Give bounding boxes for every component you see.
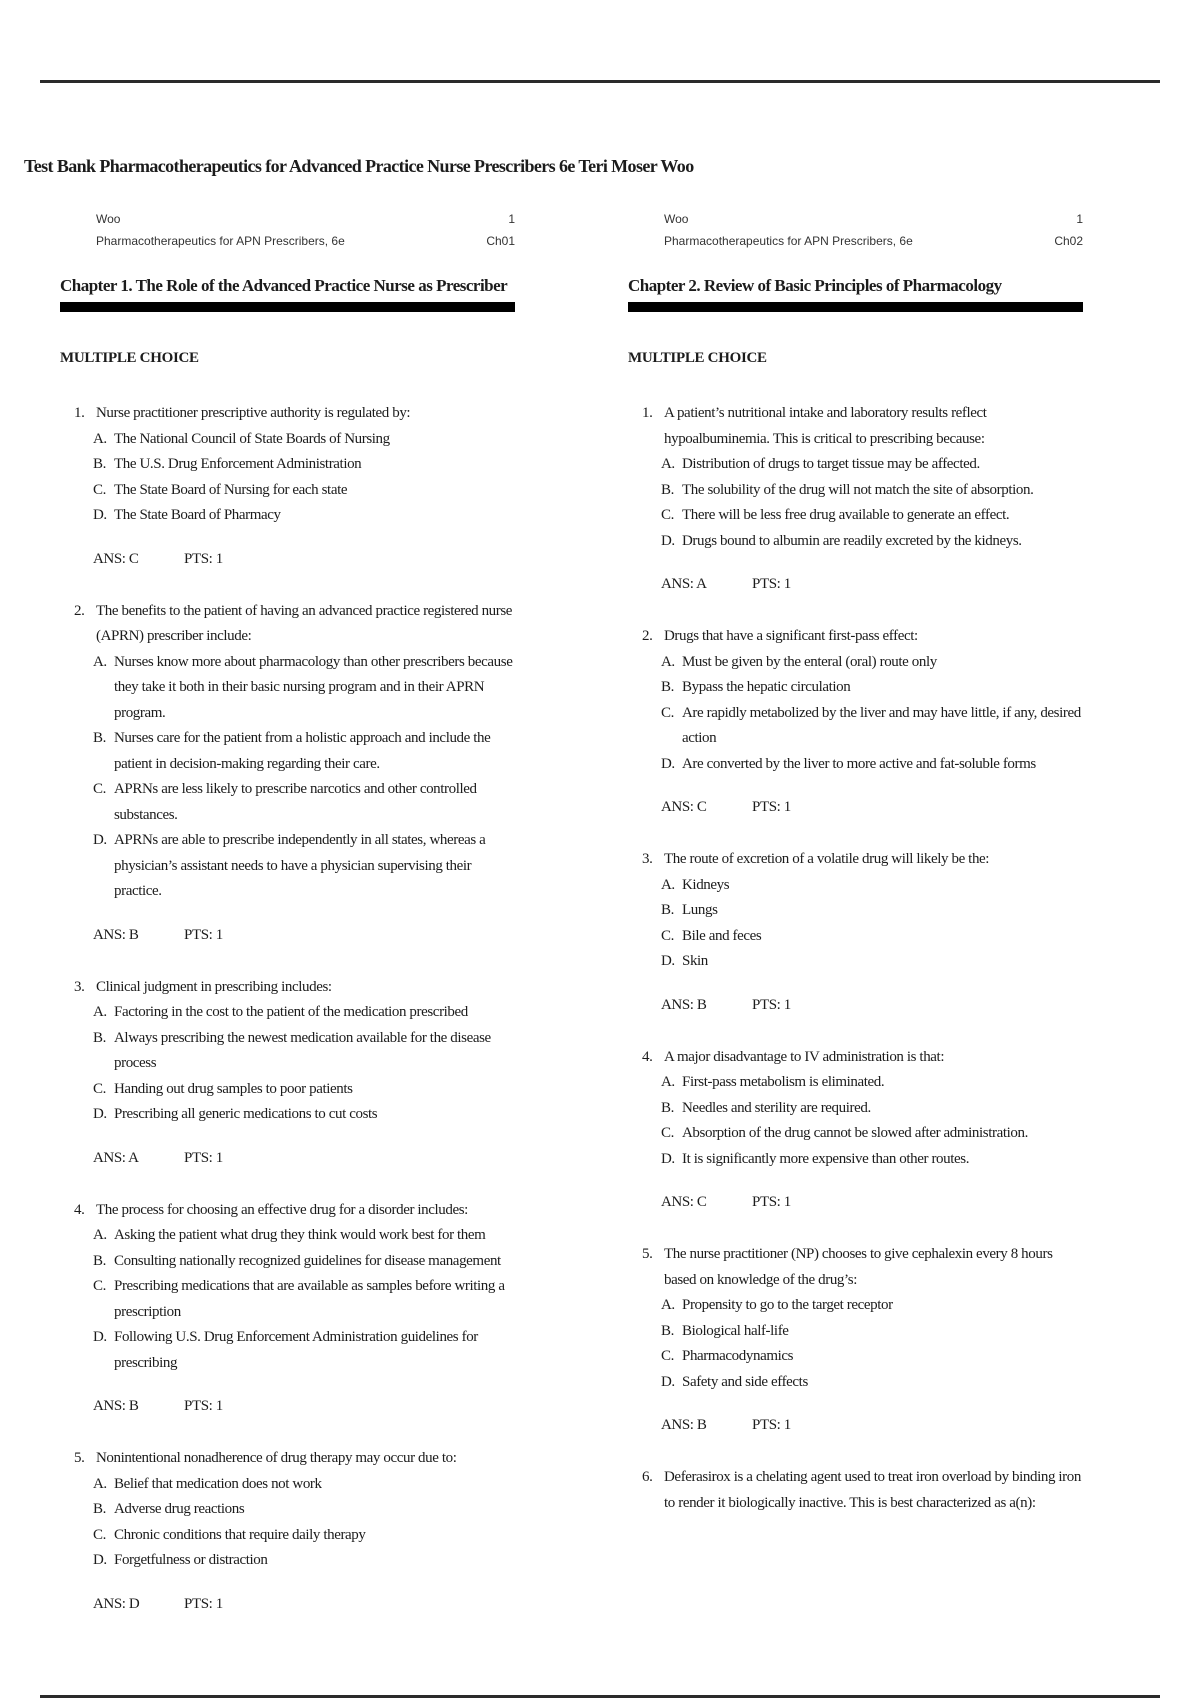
answer-option <box>628 1147 1083 1173</box>
option-text: Prescribing medications that are available as samples before writing a prescription <box>114 1278 505 1320</box>
option-text: Prescribing all generic medications to cut costs <box>114 1106 378 1122</box>
answer-option <box>628 478 1083 504</box>
answer-option <box>628 1070 1083 1096</box>
points-label: PTS: 1 <box>752 799 791 815</box>
option-text: Kidneys <box>682 876 730 893</box>
answer-key <box>628 993 1083 1019</box>
question-text: The benefits to the patient of having an advanced practice registered nurse (APRN) prescriber include: <box>96 602 513 644</box>
answer-option <box>60 503 515 529</box>
answer-option <box>60 1102 515 1128</box>
option-letter: B. <box>93 456 106 472</box>
option-letter: C. <box>661 927 674 944</box>
option-letter: D. <box>93 1329 107 1345</box>
option-text: Factoring in the cost to the patient of the medication prescribed <box>114 1004 468 1020</box>
points-label: PTS: 1 <box>184 1595 223 1612</box>
answer-key <box>628 1413 1083 1439</box>
answer-label: ANS: A <box>661 576 707 592</box>
answer-option <box>60 1472 515 1498</box>
option-letter: A. <box>661 1074 675 1090</box>
option-text: Consulting nationally recognized guidelines for disease management <box>114 1252 501 1269</box>
answer-option <box>60 777 515 828</box>
option-letter: D. <box>661 953 675 969</box>
points-label: PTS: 1 <box>752 576 791 592</box>
answer-option <box>60 1497 515 1523</box>
answer-option <box>628 1370 1083 1396</box>
answer-option <box>628 898 1083 924</box>
option-text: Forgetfulness or distraction <box>114 1552 268 1568</box>
option-text: Nurses care for the patient from a holistic approach and include the patient in decision-making regarding their care. <box>114 730 491 772</box>
option-text: Safety and side effects <box>682 1373 808 1390</box>
option-letter: D. <box>93 1106 107 1122</box>
option-text: APRNs are less likely to prescribe narcotics and other controlled substances. <box>114 781 477 823</box>
document-title: Test Bank Pharmacotherapeutics for Advanced Practice Nurse Prescribers 6e Teri Moser Woo <box>24 156 694 176</box>
option-letter: A. <box>93 653 107 670</box>
question-text: A major disadvantage to IV administration is that: <box>664 1048 945 1065</box>
question-item <box>628 847 1083 1019</box>
question-number: 1. <box>74 405 85 421</box>
question-stem <box>60 1198 515 1224</box>
option-letter: B. <box>93 1029 106 1046</box>
question-stem <box>60 975 515 1001</box>
answer-key <box>628 572 1083 598</box>
question-item <box>60 1198 515 1421</box>
option-letter: B. <box>661 481 674 498</box>
running-head-book: Pharmacotherapeutics for APN Prescribers, 6e <box>96 234 345 248</box>
option-letter: C. <box>93 1278 106 1294</box>
answer-options <box>60 1472 515 1574</box>
option-letter: B. <box>661 902 674 918</box>
option-text: Nurses know more about pharmacology than other prescribers because they take it both in their basic nursing program and in their APRN program. <box>114 653 513 721</box>
answer-label: ANS: B <box>93 1398 139 1414</box>
option-text: Always prescribing the newest medication available for the disease process <box>114 1029 491 1071</box>
question-text: The route of excretion of a volatile drug will likely be the: <box>664 851 990 867</box>
question-text: Drugs that have a significant first-pass effect: <box>664 628 918 644</box>
question-item <box>628 1045 1083 1217</box>
running-head <box>664 212 1083 258</box>
option-letter: C. <box>661 1348 674 1364</box>
option-letter: C. <box>93 1526 106 1543</box>
answer-option <box>60 452 515 478</box>
answer-options <box>60 1223 515 1376</box>
answer-key <box>60 1146 515 1172</box>
answer-option <box>60 828 515 905</box>
option-letter: D. <box>93 507 107 523</box>
option-text: The State Board of Pharmacy <box>114 507 281 523</box>
option-text: Pharmacodynamics <box>682 1348 794 1364</box>
answer-option <box>60 1223 515 1249</box>
chapter-heading: Chapter 1. The Role of the Advanced Practice Nurse as Prescriber <box>60 276 515 312</box>
option-text: Needles and sterility are required. <box>682 1099 871 1116</box>
option-text: Distribution of drugs to target tissue may be affected. <box>682 456 980 472</box>
question-stem <box>628 1465 1083 1516</box>
answer-options <box>628 1070 1083 1172</box>
running-head <box>96 212 515 258</box>
answer-label: ANS: B <box>93 926 139 943</box>
answer-options <box>60 650 515 905</box>
option-letter: C. <box>93 1080 106 1097</box>
option-letter: A. <box>93 1227 107 1243</box>
question-item <box>628 1465 1083 1516</box>
option-letter: D. <box>93 832 107 848</box>
answer-option <box>60 1523 515 1549</box>
answer-option <box>60 1026 515 1077</box>
question-text: Nonintentional nonadherence of drug therapy may occur due to: <box>96 1450 457 1466</box>
answer-option <box>60 1274 515 1325</box>
question-number: 3. <box>642 851 653 867</box>
answer-option <box>60 427 515 453</box>
option-letter: B. <box>661 1322 674 1339</box>
answer-options <box>628 873 1083 975</box>
question-item <box>628 624 1083 821</box>
option-text: The U.S. Drug Enforcement Administration <box>114 456 362 472</box>
section-heading: MULTIPLE CHOICE <box>60 350 199 366</box>
option-letter: B. <box>93 730 106 746</box>
option-text: The solubility of the drug will not match the site of absorption. <box>682 481 1034 498</box>
running-head-page-number: 1 <box>1076 212 1083 226</box>
running-head-author: Woo <box>96 212 121 226</box>
option-text: Drugs bound to albumin are readily excreted by the kidneys. <box>682 532 1022 549</box>
option-text: The National Council of State Boards of Nursing <box>114 430 390 447</box>
question-text: The process for choosing an effective drug for a disorder includes: <box>96 1201 468 1218</box>
option-text: Following U.S. Drug Enforcement Administration guidelines for prescribing <box>114 1329 478 1371</box>
running-head-chapter-code: Ch02 <box>1054 234 1083 248</box>
answer-options <box>628 452 1083 554</box>
answer-label: ANS: B <box>661 996 707 1013</box>
option-letter: C. <box>661 1125 674 1141</box>
question-number: 2. <box>74 602 85 619</box>
option-letter: A. <box>93 430 107 447</box>
answer-option <box>628 503 1083 529</box>
answer-option <box>628 1344 1083 1370</box>
question-stem <box>628 624 1083 650</box>
answer-key <box>60 1394 515 1420</box>
answer-option <box>628 529 1083 555</box>
question-number: 4. <box>74 1201 85 1218</box>
option-text: Propensity to go to the target receptor <box>682 1297 893 1313</box>
answer-option <box>628 1121 1083 1147</box>
question-stem <box>628 1242 1083 1293</box>
option-letter: D. <box>661 532 675 549</box>
option-letter: D. <box>661 755 675 772</box>
section-heading: MULTIPLE CHOICE <box>628 350 767 366</box>
question-text: The nurse practitioner (NP) chooses to give cephalexin every 8 hours based on knowledge of the drug’s: <box>664 1246 1053 1288</box>
answer-option <box>60 1548 515 1574</box>
option-text: The State Board of Nursing for each state <box>114 481 348 498</box>
question-number: 6. <box>642 1469 653 1485</box>
points-label: PTS: 1 <box>184 1149 223 1166</box>
option-letter: D. <box>661 1373 675 1390</box>
points-label: PTS: 1 <box>184 926 223 943</box>
running-head-book: Pharmacotherapeutics for APN Prescribers, 6e <box>664 234 913 248</box>
option-text: Are rapidly metabolized by the liver and may have little, if any, desired action <box>682 704 1081 746</box>
answer-label: ANS: C <box>93 550 139 567</box>
question-item <box>628 401 1083 598</box>
answer-option <box>60 478 515 504</box>
option-text: Handing out drug samples to poor patients <box>114 1080 353 1097</box>
option-text: Belief that medication does not work <box>114 1475 322 1492</box>
question-stem <box>60 401 515 427</box>
question-item <box>60 975 515 1172</box>
option-text: Chronic conditions that require daily therapy <box>114 1526 366 1543</box>
option-letter: A. <box>93 1004 107 1020</box>
answer-option <box>628 752 1083 778</box>
option-text: Biological half-life <box>682 1322 789 1339</box>
points-label: PTS: 1 <box>752 996 791 1013</box>
option-text: Are converted by the liver to more active and fat-soluble forms <box>682 755 1036 772</box>
option-letter: C. <box>661 507 674 523</box>
answer-option <box>628 1319 1083 1345</box>
answer-label: ANS: C <box>661 799 707 815</box>
points-label: PTS: 1 <box>752 1194 791 1210</box>
option-text: Absorption of the drug cannot be slowed after administration. <box>682 1125 1028 1141</box>
answer-option <box>628 650 1083 676</box>
answer-option <box>60 726 515 777</box>
answer-label: ANS: A <box>93 1149 139 1166</box>
top-rule <box>40 80 1160 83</box>
question-item <box>628 1242 1083 1439</box>
question-stem <box>628 847 1083 873</box>
option-text: Bile and feces <box>682 927 762 944</box>
option-text: Asking the patient what drug they think would work best for them <box>114 1227 486 1243</box>
question-text: Nurse practitioner prescriptive authority is regulated by: <box>96 405 411 421</box>
answer-label: ANS: C <box>661 1194 707 1210</box>
option-text: APRNs are able to prescribe independently in all states, whereas a physician’s assistant needs to have a physician supervising their practice. <box>114 832 486 899</box>
option-letter: C. <box>93 481 106 498</box>
answer-key <box>60 1592 515 1618</box>
option-letter: D. <box>93 1552 107 1568</box>
option-letter: B. <box>661 1099 674 1116</box>
option-text: Skin <box>682 953 708 969</box>
option-letter: A. <box>661 456 675 472</box>
option-letter: A. <box>661 1297 675 1313</box>
question-number: 1. <box>642 405 653 421</box>
option-letter: D. <box>661 1150 675 1167</box>
question-number: 3. <box>74 978 85 995</box>
question-number: 4. <box>642 1048 653 1065</box>
question-number: 2. <box>642 628 653 644</box>
answer-option <box>60 1249 515 1275</box>
answer-options <box>628 650 1083 778</box>
option-letter: B. <box>93 1252 106 1269</box>
question-text: Deferasirox is a chelating agent used to treat iron overload by binding iron to render it biologically inactive. This is best characterized as a(n): <box>664 1469 1081 1511</box>
answer-label: ANS: B <box>661 1417 707 1433</box>
running-head-author: Woo <box>664 212 689 226</box>
answer-option <box>628 452 1083 478</box>
page-chapter-1 <box>60 212 515 1644</box>
answer-label: ANS: D <box>93 1595 140 1612</box>
option-text: Lungs <box>682 902 718 918</box>
running-head-chapter-code: Ch01 <box>486 234 515 248</box>
answer-option <box>628 924 1083 950</box>
running-head-page-number: 1 <box>508 212 515 226</box>
answer-key <box>60 547 515 573</box>
answer-option <box>628 1096 1083 1122</box>
option-letter: A. <box>661 876 675 893</box>
answer-option <box>60 1077 515 1103</box>
question-stem <box>628 401 1083 452</box>
question-text: Clinical judgment in prescribing includes: <box>96 978 332 995</box>
question-item <box>60 1446 515 1618</box>
answer-option <box>628 949 1083 975</box>
answer-option <box>628 675 1083 701</box>
answer-option <box>628 1293 1083 1319</box>
option-text: First-pass metabolism is eliminated. <box>682 1074 885 1090</box>
question-number: 5. <box>74 1450 85 1466</box>
option-text: Bypass the hepatic circulation <box>682 679 851 695</box>
question-stem <box>60 1446 515 1472</box>
answer-key <box>60 923 515 949</box>
answer-options <box>628 1293 1083 1395</box>
answer-option <box>60 1325 515 1376</box>
chapter-heading: Chapter 2. Review of Basic Principles of Pharmacology <box>628 276 1083 312</box>
option-letter: C. <box>93 781 106 797</box>
option-letter: A. <box>661 653 675 670</box>
answer-options <box>60 427 515 529</box>
question-text: A patient’s nutritional intake and laboratory results reflect hypoalbuminemia. This is critical to prescribing because: <box>664 405 987 447</box>
points-label: PTS: 1 <box>184 1398 223 1414</box>
question-stem <box>628 1045 1083 1071</box>
answer-option <box>60 650 515 727</box>
option-letter: B. <box>661 679 674 695</box>
question-stem <box>60 599 515 650</box>
answer-key <box>628 1190 1083 1216</box>
option-text: Adverse drug reactions <box>114 1501 245 1517</box>
answer-options <box>60 1000 515 1128</box>
question-item <box>60 401 515 573</box>
option-letter: C. <box>661 704 674 721</box>
question-number: 5. <box>642 1246 653 1262</box>
option-text: Must be given by the enteral (oral) route only <box>682 653 937 670</box>
bottom-rule <box>40 1695 1160 1698</box>
points-label: PTS: 1 <box>184 550 223 567</box>
question-item <box>60 599 515 949</box>
option-letter: A. <box>93 1475 107 1492</box>
option-letter: B. <box>93 1501 106 1517</box>
option-text: There will be less free drug available to generate an effect. <box>682 507 1010 523</box>
points-label: PTS: 1 <box>752 1417 791 1433</box>
answer-option <box>628 873 1083 899</box>
option-text: It is significantly more expensive than other routes. <box>682 1150 970 1167</box>
answer-option <box>628 701 1083 752</box>
answer-option <box>60 1000 515 1026</box>
answer-key <box>628 795 1083 821</box>
page-chapter-2 <box>628 212 1083 1542</box>
